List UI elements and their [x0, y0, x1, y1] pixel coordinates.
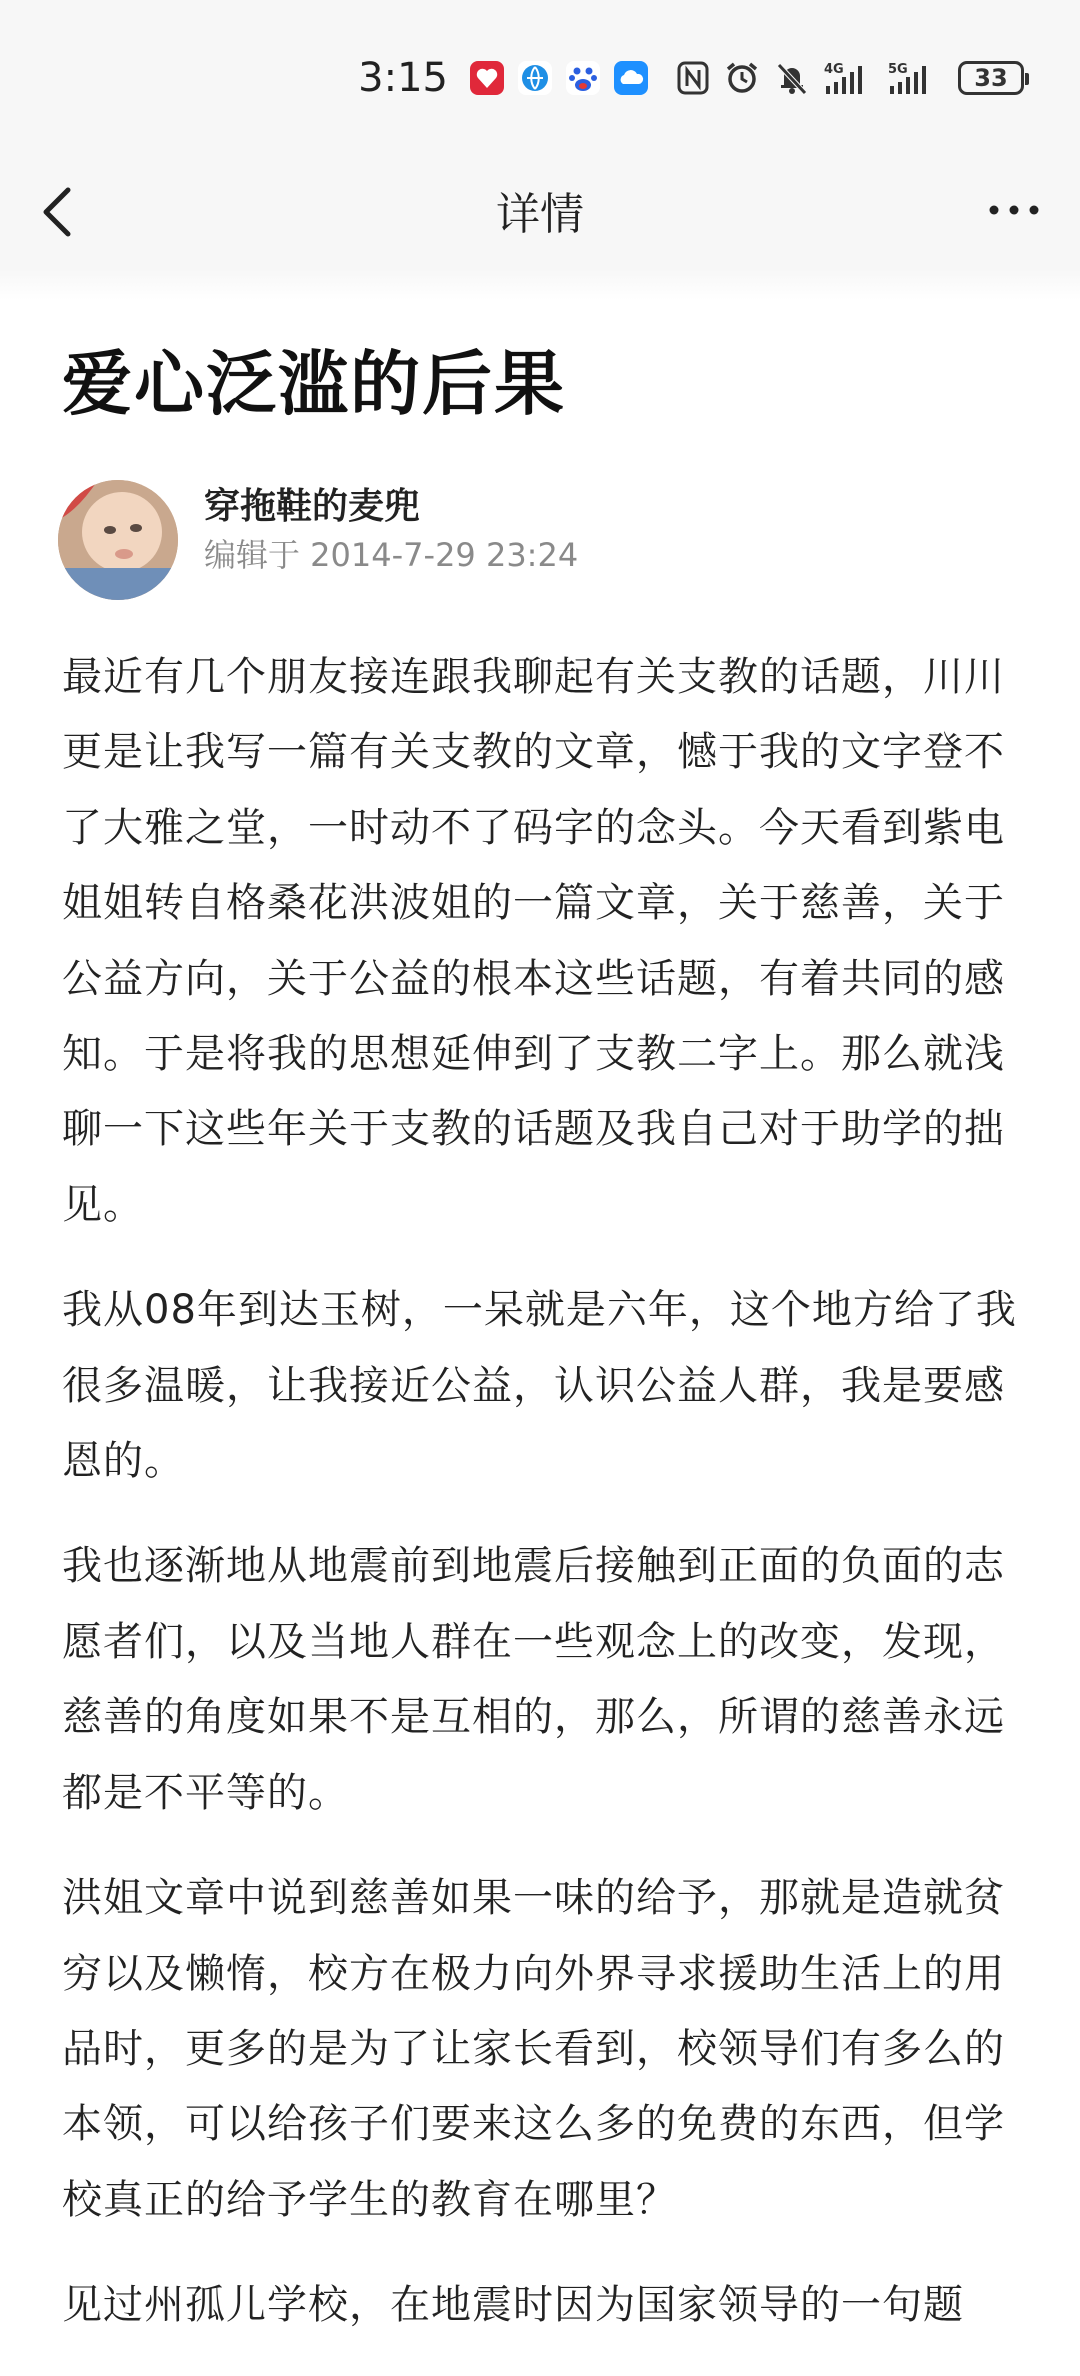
baidu-paw-icon: [566, 61, 600, 95]
avatar[interactable]: [58, 480, 178, 600]
article-title: 爱心泛滥的后果: [62, 343, 566, 425]
cloud-icon: [614, 61, 648, 95]
author-block: [58, 478, 958, 602]
paragraph: 我从08年到达玉树，一呆就是六年，这个地方给了我很多温暖，让我接近公益，认识公益人群，我是要感恩的。: [62, 1287, 1017, 1485]
status-bar: [0, 0, 1080, 150]
nav-bar: [0, 150, 1080, 270]
more-dots-icon: [984, 190, 1044, 230]
edit-timestamp: 编辑于 2014-7-29 23:24: [204, 536, 579, 574]
mute-icon: [774, 60, 810, 96]
signal-5g-icon: [888, 60, 938, 96]
paragraph: 我也逐渐地从地震前到地震后接触到正面的负面的志愿者们，以及当地人群在一些观念上的改变，发现，慈善的角度如果不是互相的，那么，所谓的慈善永远都是不平等的。: [62, 1543, 1005, 1816]
red-app-icon: [470, 61, 504, 95]
nav-shadow: [0, 270, 1080, 300]
browser-icon: [518, 61, 552, 95]
paragraph: 最近有几个朋友接连跟我聊起有关支教的话题，川川更是让我写一篇有关支教的文章，憾于我的文字登不了大雅之堂，一时动不了码字的念头。今天看到紫电姐姐转自格桑花洪波姐的一篇文章，关于慈善，关于公益方向，关于公益的根本这些话题，有着共同的感知。于是将我的思想延伸到了支教二字上。那么就浅聊一下这些年关于支教的话题及我自己对于助学的拙见。: [62, 654, 1005, 1228]
signal-4g-label: 4G: [824, 62, 844, 77]
signal-4g-icon: [824, 60, 874, 96]
page-title: 详情: [496, 189, 584, 240]
paragraph: 洪姐文章中说到慈善如果一味的给予，那就是造就贫穷以及懒惰，校方在极力向外界寻求援助生活上的用品时，更多的是为了让家长看到，校领导们有多么的本领，可以给孩子们要来这么多的免费的东西，但学校真正的给予学生的教育在哪里？: [62, 1875, 1005, 2223]
signal-5g-label: 5G: [888, 62, 908, 77]
status-time: 3:15: [358, 55, 448, 101]
paragraph: 见过州孤儿学校，在地震时因为国家领导的一句题: [62, 2282, 964, 2329]
article-body: [62, 640, 1030, 2374]
alarm-icon: [724, 60, 760, 96]
nfc-icon: [676, 60, 710, 96]
author-name[interactable]: 穿拖鞋的麦兜: [204, 486, 421, 527]
battery-indicator: 33: [958, 61, 1024, 95]
status-indicators: [358, 52, 1024, 104]
more-button[interactable]: [984, 190, 1044, 230]
avatar-photo-icon: [58, 480, 178, 600]
